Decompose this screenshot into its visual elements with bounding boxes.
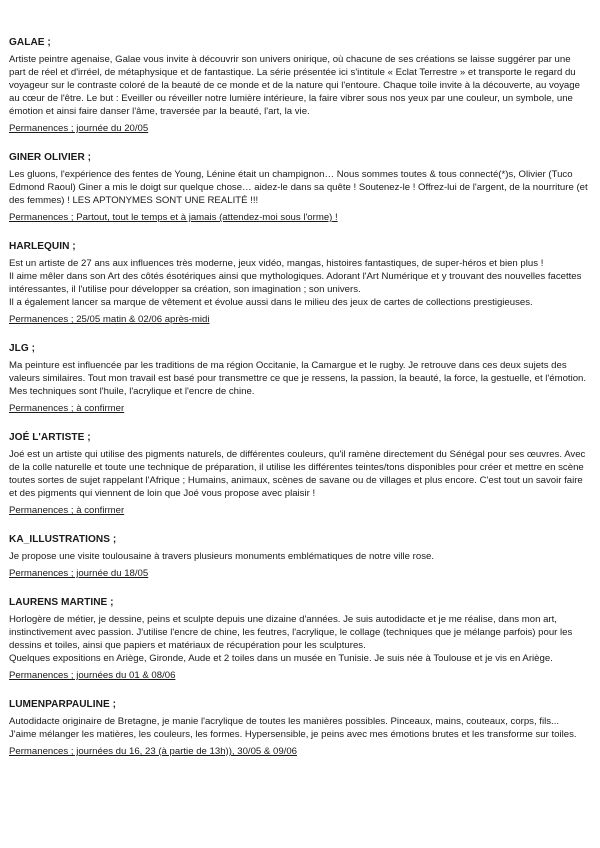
artist-description: Les gluons, l'expérience des fentes de Young, Lénine était un champignon… Nous sommes toutes & tous connecté(*)s, Olivier (Tuco Edmond Raoul) Giner a mis le doigt sur quelque chose… aidez-le dans sa quête ! Soutenez-le ! Offrez-lui de l'argent, de la nourriture (et des femmes) ! LES APTONYMES SONT UNE REALITÉ !!! [9,169,588,206]
artist-name: LUMENPARPAULINE ; [9,699,117,710]
artist-description: Horlogère de métier, je dessine, peins et sculpte depuis une dizaine d'années. Je suis autodidacte et je me réalise, dans mon art, instinctivement avec passion. J'utilise l'encre de chine, les feutres, l'acrylique, le collage (techniques que je mélange parfois) pour les dessins et toiles, ainsi que papiers et matériaux de récupération pour les sculptures. Quelques expositions en Ariège, Gironde, Aude et 2 toiles dans un musée en Tunisie. Je suis née à Toulouse et je vis en Ariège. [9,614,573,664]
artist-name: LAURENS MARTINE ; [9,597,114,608]
artist-description: Je propose une visite toulousaine à travers plusieurs monuments emblématiques de notre ville rose. [9,551,435,562]
artist-entry-galae [9,36,588,136]
artist-name: GINER OLIVIER ; [9,152,92,163]
permanences-schedule: Permanences ; journée du 20/05 [9,123,149,134]
artist-entry-ka-illustrations [9,533,588,581]
permanences-schedule: Permanences ; à confirmer [9,403,125,414]
permanences-schedule: Permanences ; à confirmer [9,505,125,516]
artist-name: JLG ; [9,343,36,354]
permanences-schedule: Permanences ; journées du 16, 23 (à partie de 13h)), 30/05 & 09/06 [9,746,297,757]
artist-description: Ma peinture est influencée par les traditions de ma région Occitanie, la Camargue et le rugby. Je retrouve dans ces deux sujets des valeurs similaires. Tout mon travail est basé pour transmettre ce que je ressens, la passion, la beauté, la force, la gestuelle, et l'émotion. Mes techniques sont l'huile, l'acrylique et l'encre de chine. [9,360,587,397]
artist-name: JOÉ L'ARTISTE ; [9,432,91,443]
artist-name: HARLEQUIN ; [9,241,76,252]
artist-entry-laurens-martine [9,596,588,683]
permanences-schedule: Permanences ; Partout, tout le temps et à jamais (attendez-moi sous l'orme) ! [9,212,338,223]
artist-description: Joé est un artiste qui utilise des pigments naturels, de différentes couleurs, qu'il ramène directement du Sénégal pour ses œuvres. Avec de la colle naturelle et toute une technique de préparation, il utilise les différentes teintes/tons disponibles pour créer et mettre en scène toutes sortes de sujet rappelant l'Afrique ; Humains, animaux, scènes de savane ou de villages et plus encore. C'est tout un savoir faire et des pigments qui viennent de loin que Joé vous propose avec plaisir ! [9,449,586,499]
artist-entry-joe-lartiste [9,431,588,518]
artist-name: GALAE ; [9,37,51,48]
artist-description: Autodidacte originaire de Bretagne, je manie l'acrylique de toutes les manières possibles. Pinceaux, mains, couteaux, corps, fils... J'aime mélanger les matières, les couleurs, les formes. Hypersensible, je peins avec mes émotions brutes et les transforme sur toiles. [9,716,577,740]
artist-name: KA_ILLUSTRATIONS ; [9,534,117,545]
artist-entry-harlequin [9,240,588,327]
permanences-schedule: Permanences ; journée du 18/05 [9,568,149,579]
artist-description: Est un artiste de 27 ans aux influences très moderne, jeux vidéo, mangas, histoires fantastiques, de super-héros et bien plus ! Il aime mêler dans son Art des côtés ésotériques ainsi que mythologiques. Adorant l'Art Numérique et y trouvant des nouvelles facettes intéressantes, il l'utilise pour développer sa création, son imagination ; son univers. Il a également lancer sa marque de vêtement et évolue aussi dans le milieu des jeux de cartes de collections prestigieuses. [9,258,582,308]
artist-entry-giner-olivier [9,151,588,225]
artist-entry-jlg [9,342,588,416]
artist-description: Artiste peintre agenaise, Galae vous invite à découvrir son univers onirique, où chacune de ses créations se laisse suggérer par une part de réel et d'irréel, de métaphysique et de fantastique. La série présentée ici s'intitule « Eclat Terrestre » et transporte le regard du voyageur sur le contraste coloré de la beauté de ce monde et de la nature qui l'entoure. Chaque toile invite à la découverte, au voyage au cœur de l'être. Le but : Eveiller ou réveiller notre lumière intérieure, la faire vibrer sous nos yeux par une couleur, un symbole, une émotion et ainsi faire danser l'âme, traversée par la beauté, l'art, la vie. [9,54,580,117]
permanences-schedule: Permanences ; 25/05 matin & 02/06 après-midi [9,314,210,325]
artist-entry-lumenparpauline [9,698,588,759]
permanences-schedule: Permanences ; journées du 01 & 08/06 [9,670,176,681]
